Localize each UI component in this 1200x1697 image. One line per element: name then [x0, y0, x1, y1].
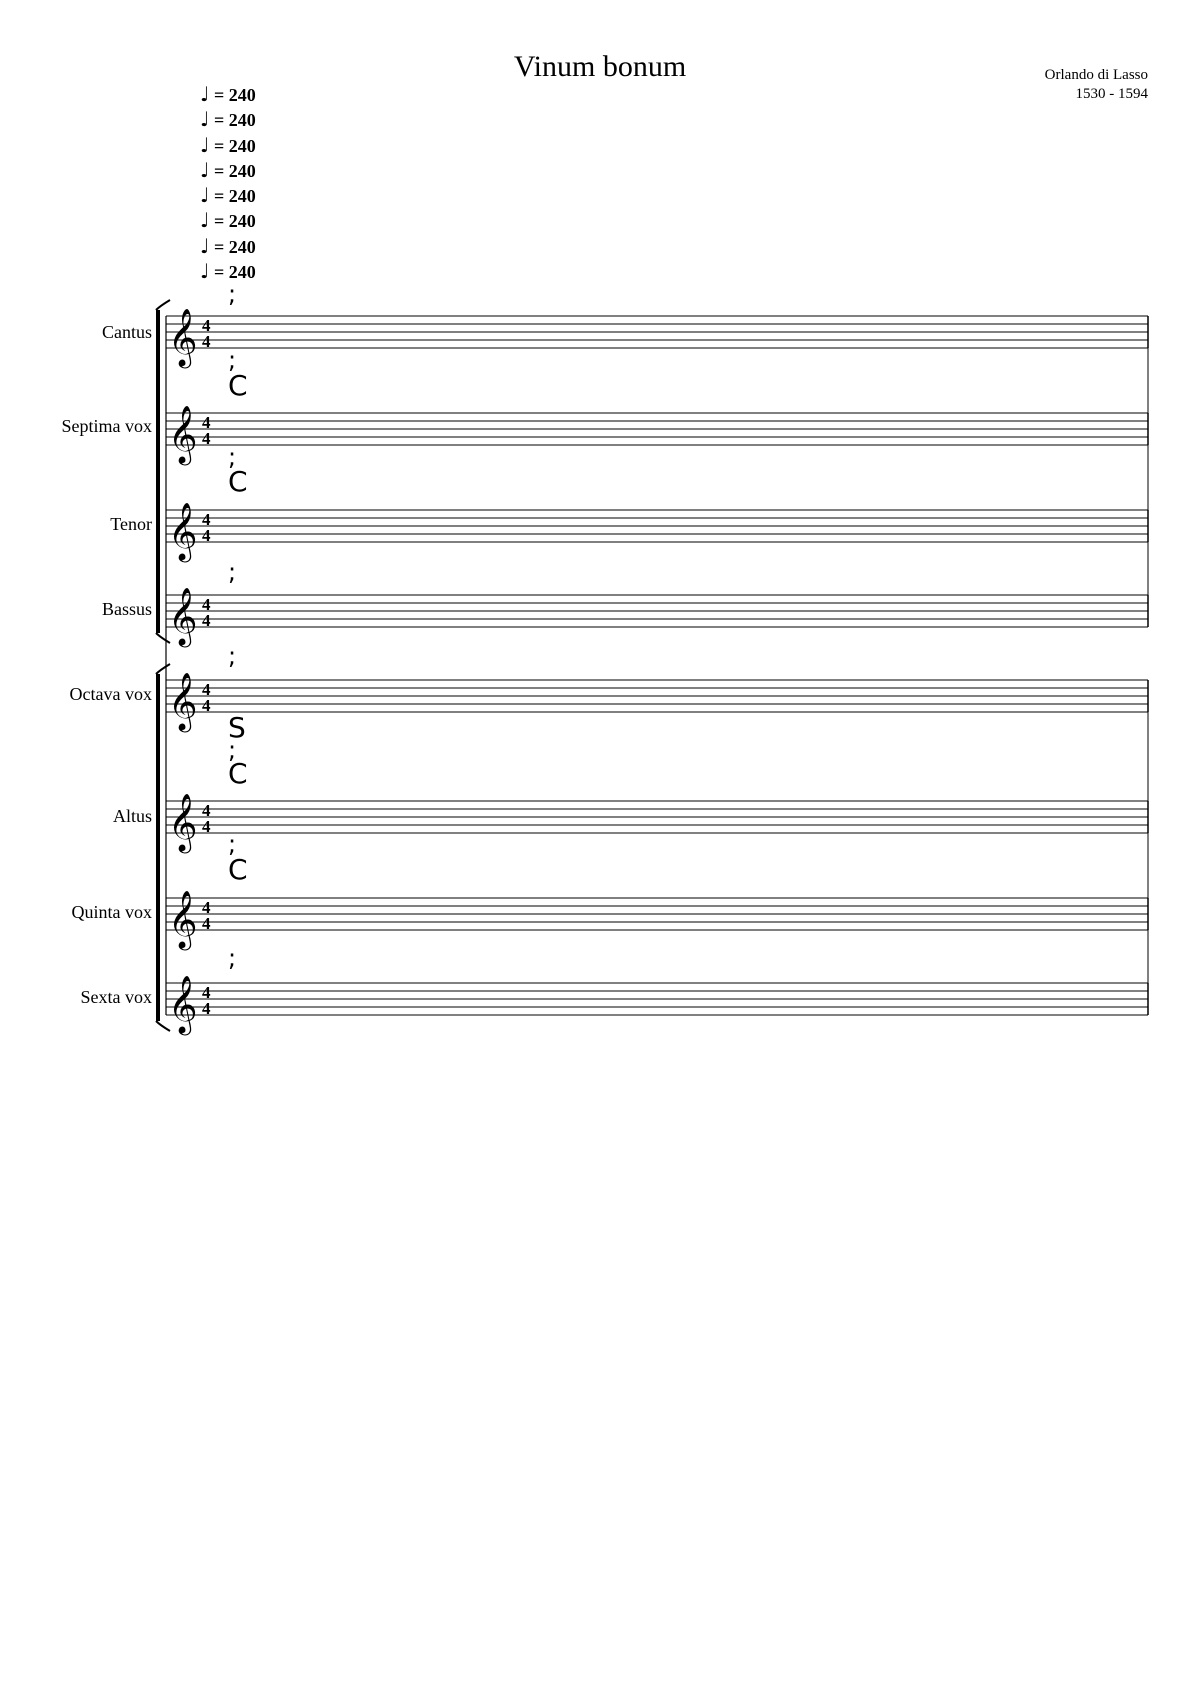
time-sig-numerator: 4: [202, 316, 211, 335]
breath-mark: ;: [228, 944, 237, 972]
quarter-note-icon: ♩: [200, 82, 210, 106]
treble-clef-icon: 𝄞: [168, 975, 198, 1033]
staff-label-tenor: Tenor: [110, 514, 152, 534]
score-title: Vinum bonum: [513, 50, 687, 83]
time-sig-denominator: 4: [202, 817, 211, 836]
staff-label-sexta-vox: Sexta vox: [80, 987, 152, 1007]
tempo-value: = 240: [213, 161, 256, 181]
breath-mark: ;: [228, 736, 237, 764]
time-sig-denominator: 4: [202, 999, 211, 1018]
quarter-note-icon: ♩: [200, 208, 210, 232]
time-sig-numerator: 4: [202, 413, 211, 432]
time-sig-denominator: 4: [202, 429, 211, 448]
time-sig-numerator: 4: [202, 983, 211, 1002]
quarter-note-icon: ♩: [200, 234, 210, 258]
chord-symbol: C: [228, 853, 248, 886]
tempo-value: = 240: [213, 85, 256, 105]
chord-symbol: C: [228, 757, 248, 790]
section-sign: S: [228, 711, 246, 744]
time-sig-numerator: 4: [202, 510, 211, 529]
staff-label-octava-vox: Octava vox: [69, 684, 152, 704]
treble-clef-icon: 𝄞: [168, 587, 198, 645]
treble-clef-icon: 𝄞: [168, 502, 198, 560]
time-sig-numerator: 4: [202, 595, 211, 614]
treble-clef-icon: 𝄞: [168, 308, 198, 366]
time-sig-denominator: 4: [202, 332, 211, 351]
staff-label-septima-vox: Septima vox: [61, 416, 152, 436]
quarter-note-icon: ♩: [200, 158, 210, 182]
composer-name: Orlando di Lasso: [1044, 67, 1148, 83]
quarter-note-icon: ♩: [200, 107, 210, 131]
time-sig-denominator: 4: [202, 914, 211, 933]
treble-clef-icon: 𝄞: [168, 793, 198, 851]
quarter-note-icon: ♩: [200, 183, 210, 207]
staff-label-altus: Altus: [112, 806, 152, 826]
treble-clef-icon: 𝄞: [168, 405, 198, 463]
time-sig-numerator: 4: [202, 801, 211, 820]
quarter-note-icon: ♩: [200, 133, 210, 157]
breath-mark: ;: [228, 642, 237, 670]
tempo-value: = 240: [213, 136, 256, 156]
breath-mark: ;: [228, 830, 237, 858]
time-sig-denominator: 4: [202, 526, 211, 545]
tempo-value: = 240: [213, 110, 256, 130]
staff-system: [156, 300, 1148, 1036]
treble-clef-icon: 𝄞: [168, 890, 198, 948]
time-sig-denominator: 4: [202, 611, 211, 630]
breath-mark: ;: [228, 558, 237, 586]
quarter-note-icon: ♩: [200, 259, 210, 283]
staff-label-cantus: Cantus: [101, 322, 152, 342]
chord-symbol: C: [228, 465, 248, 498]
time-sig-numerator: 4: [202, 898, 211, 917]
breath-mark: ;: [228, 280, 237, 308]
tempo-value: = 240: [213, 186, 256, 206]
time-sig-numerator: 4: [202, 680, 211, 699]
chord-symbol: C: [228, 369, 248, 402]
breath-mark: ;: [228, 443, 237, 471]
breath-mark: ;: [228, 346, 237, 374]
tempo-value: = 240: [213, 237, 256, 257]
staff-label-bassus: Bassus: [101, 599, 152, 619]
tempo-value: = 240: [213, 211, 256, 231]
time-sig-denominator: 4: [202, 696, 211, 715]
staff-label-quinta-vox: Quinta vox: [71, 902, 152, 922]
treble-clef-icon: 𝄞: [168, 672, 198, 730]
tempo-value: = 240: [213, 262, 256, 282]
composer-dates: 1530 - 1594: [1075, 86, 1148, 102]
